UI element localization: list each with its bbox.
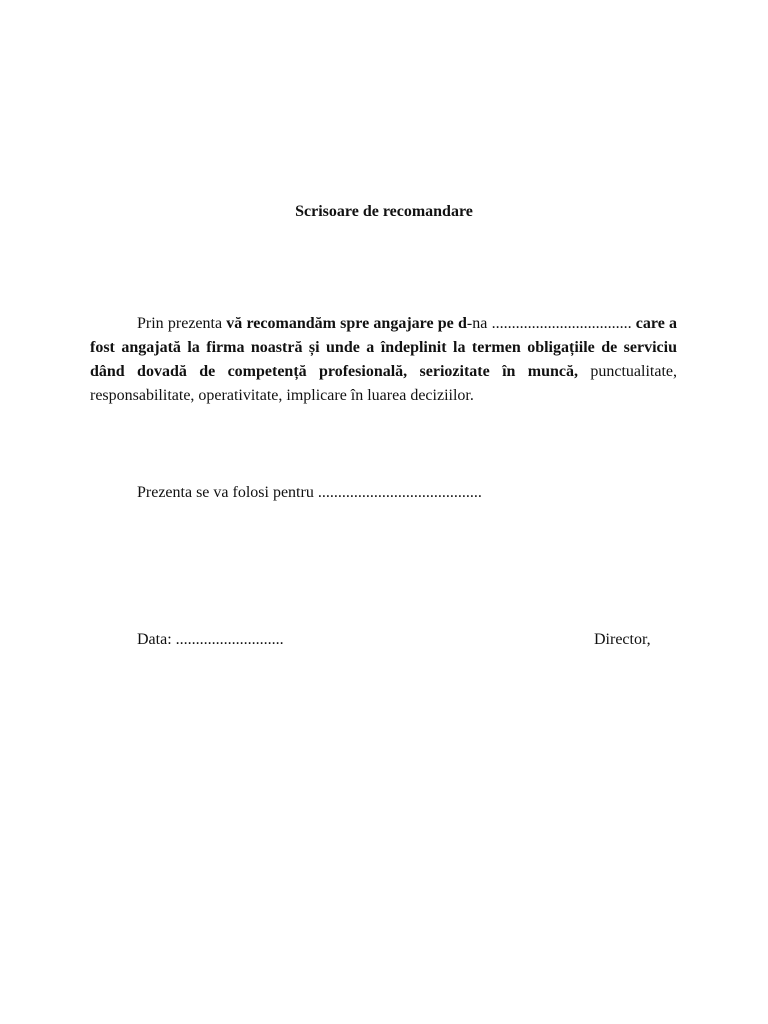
director-signature: Director,: [594, 631, 651, 648]
date-label: Data:: [137, 631, 172, 648]
paragraph-bold-1: vă recomandăm spre angajare pe d: [226, 315, 467, 332]
date-line: [137, 628, 284, 652]
purpose-line: [137, 481, 482, 505]
document-title: Scrisoare de recomandare: [295, 203, 473, 220]
recommendation-paragraph: [90, 312, 677, 408]
paragraph-text-1: Prin prezenta: [137, 315, 227, 332]
name-blank-dots: ...................................: [491, 315, 632, 332]
paragraph-text-2: -na: [466, 315, 492, 332]
date-blank-dots: ...........................: [175, 631, 284, 648]
paragraph-text-3: punctualitate, responsabilitate, operativitate, implicare în luarea deciziilor.: [90, 363, 677, 404]
purpose-label: Prezenta se va folosi pentru: [137, 484, 314, 501]
paragraph-bold-2: care a fost angajată la firma noastră și unde a îndeplinit la termen obligațiile de serviciu dând dovadă de competență profesională, seriozitate în muncă,: [90, 315, 678, 380]
purpose-blank-dots: .........................................: [317, 484, 482, 501]
